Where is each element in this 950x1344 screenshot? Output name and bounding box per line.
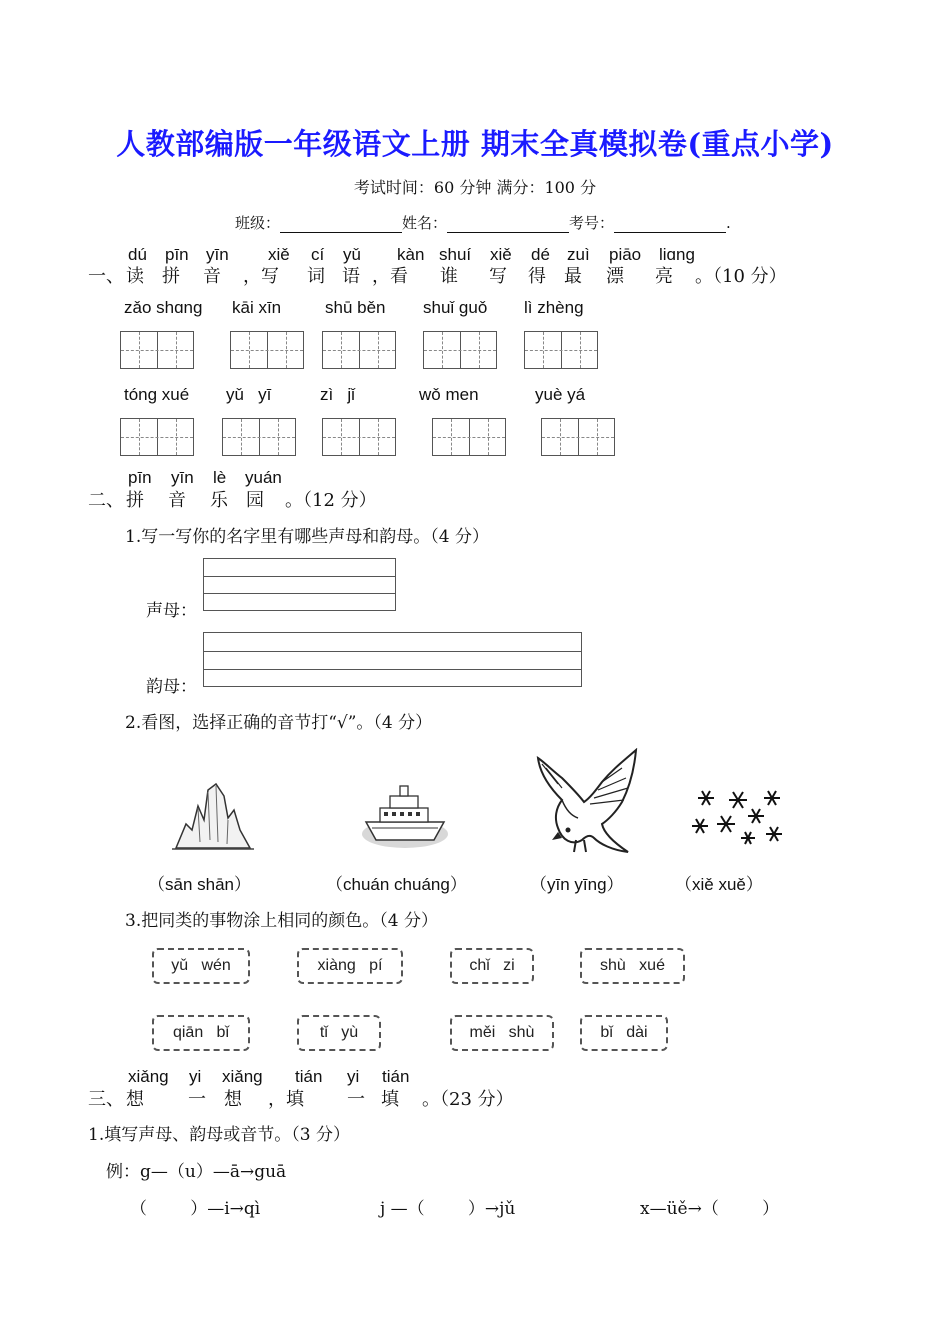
question-2-2: 2.看图，选择正确的音节打“√”。（4 分）	[125, 713, 433, 733]
question-2-1: 1.写一写你的名字里有哪些声母和韵母。（4 分）	[125, 527, 489, 547]
pinyin: pīn	[165, 245, 189, 264]
hanzi: ，填	[268, 1089, 304, 1110]
fill-item[interactable]: j —（ ）→jǔ	[380, 1199, 516, 1219]
word-pinyin: zì jǐ	[320, 385, 355, 404]
pinyin: liɑng	[659, 245, 695, 264]
pinyin: yīn	[171, 468, 194, 487]
hanzi: 园	[246, 490, 264, 511]
pinyin: kàn	[397, 245, 425, 264]
hanzi: 读	[126, 266, 144, 287]
word-pinyin: zǎo shɑng	[124, 298, 203, 317]
option-ship[interactable]: （chuán chuáng）	[326, 875, 467, 894]
word-tag[interactable]: yǔ wén	[152, 948, 250, 984]
class-blank[interactable]	[280, 216, 402, 233]
fill-item[interactable]: x—üě→（ ）	[640, 1199, 780, 1219]
snowflake-icon	[690, 788, 786, 848]
pinyin: yi	[347, 1067, 360, 1086]
hanzi: 拼	[162, 266, 180, 287]
word-tag[interactable]: bǐ dài	[580, 1015, 668, 1051]
hanzi: 谁	[440, 266, 458, 287]
writing-grid[interactable]	[322, 418, 396, 456]
hanzi: 亮	[655, 266, 673, 287]
writing-grid[interactable]	[432, 418, 506, 456]
hanzi: 漂	[606, 266, 624, 287]
mountain-icon	[172, 780, 254, 852]
number-blank[interactable]	[614, 216, 726, 233]
word-tag[interactable]: chǐ zi	[450, 948, 534, 984]
writing-grid[interactable]	[222, 418, 296, 456]
writing-grid[interactable]	[120, 418, 194, 456]
word-pinyin: kāi xīn	[232, 298, 282, 317]
option-snow[interactable]: （xiě xuě）	[675, 875, 763, 894]
pinyin: lè	[213, 468, 227, 487]
question-3-1: 1.填写声母、韵母或音节。（3 分）	[88, 1125, 350, 1145]
word-tag[interactable]: shù xué	[580, 948, 685, 984]
hanzi: 语	[342, 266, 360, 287]
pinyin: xiě	[490, 245, 512, 264]
hanzi: 一	[347, 1089, 365, 1110]
hanzi: 填	[381, 1089, 399, 1110]
class-label: 班级：	[235, 214, 281, 232]
writing-grid[interactable]	[423, 331, 497, 369]
pinyin: piāo	[609, 245, 642, 264]
pinyin: pīn	[128, 468, 152, 487]
pinyin: cí	[311, 245, 325, 264]
hanzi: 得	[528, 266, 546, 287]
shengmu-label: 声母：	[146, 601, 197, 621]
hanzi: ，写	[243, 266, 279, 287]
score: 。（10 分）	[695, 266, 787, 287]
pinyin: zuì	[567, 245, 590, 264]
pinyin: shuí	[439, 245, 472, 264]
section-number: 三、	[88, 1089, 124, 1110]
exam-info: 考试时间：60 分钟 满分：100 分	[353, 178, 597, 197]
pinyin: tián	[295, 1067, 323, 1086]
word-pinyin: shū běn	[325, 298, 386, 317]
name-blank[interactable]	[447, 216, 569, 233]
option-eagle[interactable]: （yīn yīng）	[530, 875, 624, 894]
shengmu-writing-lines[interactable]	[203, 558, 396, 611]
score: 。（23 分）	[422, 1089, 514, 1110]
pinyin: yi	[189, 1067, 202, 1086]
option-mountain[interactable]: （sān shān）	[148, 875, 251, 894]
pinyin: yīn	[206, 245, 229, 264]
hanzi: 最	[564, 266, 582, 287]
hanzi: 音	[168, 490, 186, 511]
writing-grid[interactable]	[541, 418, 615, 456]
pinyin: yǔ	[343, 245, 361, 264]
hanzi: 想	[224, 1089, 242, 1110]
writing-grid[interactable]	[230, 331, 304, 369]
word-pinyin: yuè yá	[535, 385, 586, 404]
pinyin: xiǎng	[222, 1067, 263, 1086]
writing-grid[interactable]	[322, 331, 396, 369]
word-tag[interactable]: tǐ yù	[297, 1015, 381, 1051]
pinyin: yuán	[245, 468, 282, 487]
question-2-3: 3.把同类的事物涂上相同的颜色。（4 分）	[125, 911, 438, 931]
number-label: 考号：	[569, 214, 615, 232]
word-pinyin: tóng xué	[124, 385, 190, 404]
pinyin: xiě	[268, 245, 290, 264]
word-tag[interactable]: xiàng pí	[297, 948, 403, 984]
score: 。（12 分）	[285, 490, 377, 511]
word-pinyin: yǔ yī	[226, 385, 272, 404]
section-number: 一、	[88, 266, 124, 287]
name-label: 姓名：	[402, 214, 448, 232]
hanzi: ，看	[372, 266, 408, 287]
word-tag[interactable]: qiān bǐ	[152, 1015, 250, 1051]
yunmu-writing-lines[interactable]	[203, 632, 582, 687]
hanzi: 音	[203, 266, 221, 287]
writing-grid[interactable]	[120, 331, 194, 369]
writing-grid[interactable]	[524, 331, 598, 369]
hanzi: 词	[307, 266, 325, 287]
hanzi: 乐	[210, 490, 228, 511]
word-pinyin: lì zhèng	[524, 298, 584, 317]
end-mark: .	[726, 214, 731, 232]
page-title: 人教部编版一年级语文上册 期末全真模拟卷(重点小学)	[116, 127, 834, 161]
section-number: 二、	[88, 490, 124, 511]
fill-item[interactable]: （ ）—i→qì	[130, 1199, 261, 1219]
word-pinyin: shuǐ guǒ	[423, 298, 488, 317]
student-fields	[235, 212, 731, 233]
word-tag[interactable]: měi shù	[450, 1015, 554, 1051]
ship-icon	[360, 782, 450, 852]
pinyin: xiǎng	[128, 1067, 169, 1086]
pinyin: dé	[531, 245, 550, 264]
pinyin: dú	[128, 245, 147, 264]
example: 例：g—（u）—ā→guā	[106, 1162, 287, 1182]
hanzi: 拼	[126, 490, 144, 511]
hanzi: 想	[126, 1089, 144, 1110]
hanzi: 写	[489, 266, 507, 287]
yunmu-label: 韵母：	[146, 677, 197, 697]
hanzi: 一	[188, 1089, 206, 1110]
word-pinyin: wǒ men	[419, 385, 479, 404]
pinyin: tián	[382, 1067, 410, 1086]
eagle-icon	[532, 748, 640, 854]
